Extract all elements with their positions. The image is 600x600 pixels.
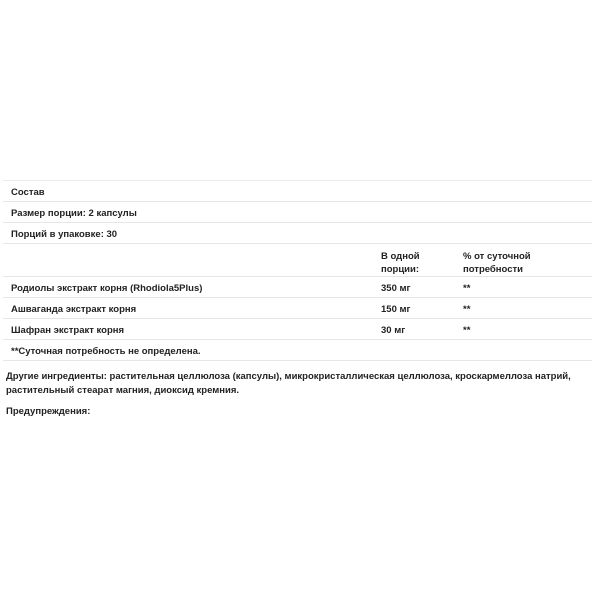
ingredient-name: Родиолы экстракт корня (Rhodiola5Plus): [11, 283, 203, 294]
ingredient-daily-value: **: [463, 283, 471, 294]
servings-per-container: Порций в упаковке: 30: [11, 229, 118, 240]
serving-size: Размер порции: 2 капсулы: [11, 208, 137, 219]
ingredient-name: Шафран экстракт корня: [11, 325, 125, 336]
table-header-row: [3, 244, 592, 277]
table-title: Состав: [11, 187, 45, 198]
ingredient-name: Ашваганда экстракт корня: [11, 304, 137, 315]
other-ingredients-line1: Другие ингредиенты: растительная целлюлоза (капсулы), микрокристаллическая целлюлоза, кроскармеллоза натрий,: [6, 371, 571, 382]
ingredient-amount: 30 мг: [381, 325, 406, 336]
other-ingredients: [6, 370, 596, 398]
footnote-row: [3, 340, 592, 361]
header-daily-value-line2: потребности: [463, 264, 523, 275]
ingredient-amount: 350 мг: [381, 283, 411, 294]
header-daily-value-line1: % от суточной: [463, 251, 531, 262]
table-title-row: [3, 181, 592, 202]
servings-per-container-row: [3, 223, 592, 244]
table-row: [3, 277, 592, 298]
header-per-serving-line1: В одной: [381, 251, 420, 262]
supplement-facts-table: [3, 180, 592, 361]
header-per-serving: [381, 250, 420, 276]
header-daily-value: [463, 250, 531, 276]
warnings-label: Предупреждения:: [6, 406, 91, 417]
table-row: [3, 319, 592, 340]
serving-size-row: [3, 202, 592, 223]
header-per-serving-line2: порции:: [381, 264, 420, 275]
footnote: **Суточная потребность не определена.: [11, 346, 201, 357]
table-row: [3, 298, 592, 319]
ingredient-daily-value: **: [463, 325, 471, 336]
other-ingredients-line2: растительный стеарат магния, диоксид кремния.: [6, 385, 240, 396]
ingredient-amount: 150 мг: [381, 304, 411, 315]
ingredient-daily-value: **: [463, 304, 471, 315]
